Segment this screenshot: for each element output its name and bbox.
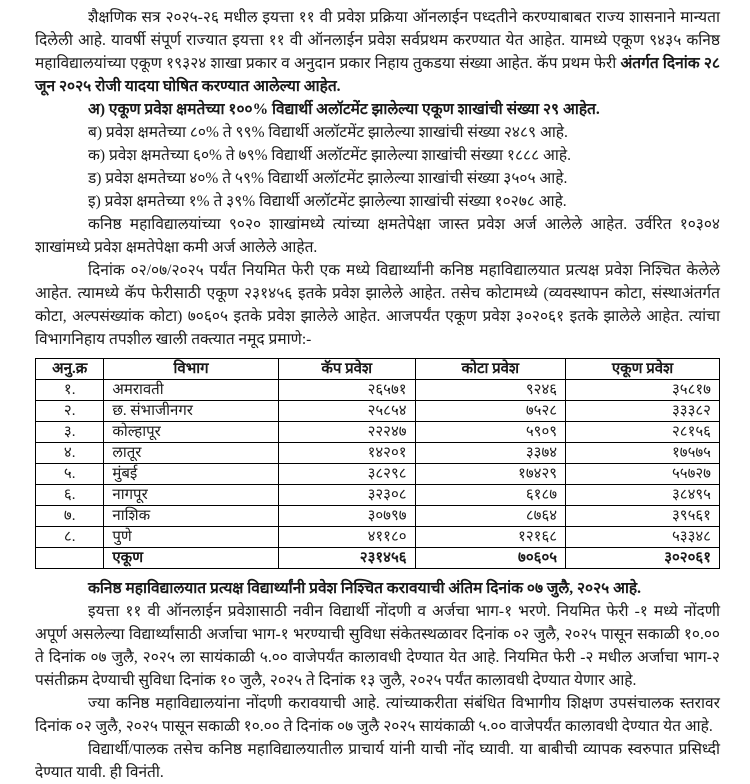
cell-total: ५३३४८ [566, 527, 720, 548]
table-row [36, 506, 720, 527]
intro-paragraph-bold-date-text: अंतर्गत दिनांक २८ जून २०२५ रोजी यादया घोषित करण्यात आलेल्या आहेत. [35, 55, 720, 95]
branch-applications-paragraph: कनिष्ठ महाविद्यालयांच्या ९०२० शाखांमध्ये त्यांच्या क्षमतेपेक्षा जास्त प्रवेश अर्ज आलेले आहेत. उर्वरित १०३०४ शाखांमध्ये प्रवेश क्षमतेपेक्षा कमी अर्ज आलेले आहेत. [35, 216, 720, 256]
cell-division: छ. संभाजीनगर [104, 401, 278, 422]
cell-total: ३५८१७ [566, 380, 720, 401]
cell-cap: ३२३०८ [278, 485, 415, 506]
table-row [36, 485, 720, 506]
cell-serial: ३. [36, 422, 104, 443]
table-row [36, 401, 720, 422]
cell-cap: ३०७९७ [278, 506, 415, 527]
cell-quota: ६१८७ [415, 485, 565, 506]
cell-total: ३८४९५ [566, 485, 720, 506]
cell-quota: ५९०९ [415, 422, 565, 443]
list-item-b-80-99-percent: ब) प्रवेश क्षमतेच्या ८०% ते ९९% विद्यार्थी अलॉटमेंट झालेल्या शाखांची संख्या २४८९ आहे. [88, 124, 568, 141]
list-item-a-100-percent: अ) एकूण प्रवेश क्षमतेच्या १००% विद्यार्थी अलॉटमेंट झालेल्या एकूण शाखांची संख्या २९ आहेत. [88, 101, 600, 118]
header-total-admissions: एकूण प्रवेश [566, 359, 720, 380]
cell-total: ३९५६१ [566, 506, 720, 527]
table-row [36, 527, 720, 548]
header-division: विभाग [104, 359, 278, 380]
cell-quota: ७५२८ [415, 401, 565, 422]
cell-division: नाशिक [104, 506, 278, 527]
list-item-d-40-59-percent: ड) प्रवेश क्षमतेच्या ४०% ते ५९% विद्यार्थी अलॉटमेंट झालेल्या शाखांची संख्या ३५०५ आहे. [88, 170, 568, 187]
intro-paragraph-normal-text: शैक्षणिक सत्र २०२५-२६ मधील इयत्ता ११ वी प्रवेश प्रक्रिया ऑनलाईन पध्दतीने करण्याबाबत राज्य शासनाने मान्यता दिलेली आहे. यावर्षी संपूर्ण राज्यात इयत्ता ११ वी ऑनलाईन प्रवेश सर्वप्रथम करण्यात येत आहेत. यामध्ये एकूण ९४३५ कनिष्ठ महाविद्यालयांच्या एकूण १९३२४ शाखा प्रकार व अनुदान प्रकार निहाय तुकडया संख्या आहेत. कॅप प्रथम फेरी [35, 9, 720, 72]
cell-quota: १२१६८ [415, 527, 565, 548]
cell-cap: २२२४७ [278, 422, 415, 443]
cell-serial: ४. [36, 443, 104, 464]
cell-serial: ८. [36, 527, 104, 548]
allotment-percentage-list [35, 98, 720, 213]
cell-serial: ६. [36, 485, 104, 506]
cell-total: ३३३८२ [566, 401, 720, 422]
cell-quota: ३३७४ [415, 443, 565, 464]
cell-division: लातूर [104, 443, 278, 464]
cell-quota-total: ७०६०५ [415, 548, 565, 569]
cell-serial: ७. [36, 506, 104, 527]
intro-paragraph [35, 6, 720, 98]
admission-summary-paragraph: दिनांक ०२/०७/२०२५ पर्यंत नियमित फेरी एक मध्ये विद्यार्थ्यांनी कनिष्ठ महाविद्यालयात प्रत्यक्ष प्रवेश निश्चित केलेले आहेत. त्यामध्ये कॅप फेरीसाठी एकूण २३१४५६ इतके प्रवेश झालेले आहेत. तसेच कोटामध्ये (व्यवस्थापन कोटा, संस्थाअंतर्गत कोटा, अल्पसंख्यांक कोटा) ७०६०५ इतके प्रवेश झालेले आहेत. आजपर्यंत एकूण प्रवेश ३०२०६१ इतके झालेले आहेत. त्यांचा विभागनिहाय तपशील खाली तक्त्यात नमूद प्रमाणे:- [35, 262, 720, 348]
cell-cap: २५८५४ [278, 401, 415, 422]
admission-deadline-line: कनिष्ठ महाविद्यालयात प्रत्यक्ष विद्यार्थ्यांनी प्रवेश निश्चित करावयाची अंतिम दिनांक ०७ जुलै, २०२५ आहे. [88, 580, 642, 597]
cell-total: ५५७२७ [566, 464, 720, 485]
table-row [36, 422, 720, 443]
cell-cap: २६५७१ [278, 380, 415, 401]
table-total-row [36, 548, 720, 569]
registration-part1-paragraph: इयत्ता ११ वी ऑनलाईन प्रवेशासाठी नवीन विद्यार्थी नोंदणी व अर्जचा भाग-१ भरणे. नियमित फेरी -१ मध्ये नोंदणी अपूर्ण असलेल्या विद्यार्थ्यांसाठी अर्जाचा भाग-१ भरण्याची सुविधा संकेतस्थळावर दिनांक ०२ जुलै, २०२५ पासून सकाळी १०.०० ते दिनांक ०७ जुलै, २०२५ ला सायंकाळी ५.०० वाजेपर्यंत कालावधी देण्यात येत आहे. नियमित फेरी -२ मधील अर्जाचा भाग-२ पसंतीक्रम देण्याची सुविधा दिनांक १० जुलै, २०२५ ते दिनांक १३ जुलै, २०२५ पर्यंत कालावधी देण्यात येणार आहे. [35, 603, 720, 689]
cell-cap: ३८२९८ [278, 464, 415, 485]
cell-serial: २. [36, 401, 104, 422]
cell-division: कोल्हापूर [104, 422, 278, 443]
cell-division: अमरावती [104, 380, 278, 401]
cell-quota: ८७६४ [415, 506, 565, 527]
division-admission-table [35, 358, 720, 569]
list-item-i-1-39-percent: इ) प्रवेश क्षमतेच्या १% ते ३९% विद्यार्थी अलॉटमेंट झालेल्या शाखांची संख्या १०२७८ आहे. [88, 193, 567, 210]
table-row [36, 464, 720, 485]
table-row [36, 380, 720, 401]
closing-note-paragraph: विद्यार्थी/पालक तसेच कनिष्ठ महाविद्यालयातील प्राचार्य यांनी याची नोंद घ्यावी. या बाबीची व्यापक स्वरुपात प्रसिध्दी देण्यात यावी. ही विनंती. [35, 741, 720, 781]
college-registration-paragraph: ज्या कनिष्ठ महाविद्यालयांना नोंदणी करावयाची आहे. त्यांच्याकरीता संबंधित विभागीय शिक्षण उपसंचालक स्तरावर दिनांक ०२ जुलै, २०२५ पासून सकाळी १०.०० ते दिनांक ०७ जुलै २०२५ सायंकाळी ५.०० वाजेपर्यंत कालावधी देण्यात येत आहे. [35, 695, 720, 735]
cell-serial: १. [36, 380, 104, 401]
cell-cap: १४२०१ [278, 443, 415, 464]
header-quota-admissions: कोटा प्रवेश [415, 359, 565, 380]
cell-serial: ५. [36, 464, 104, 485]
cell-division: नागपूर [104, 485, 278, 506]
table-row [36, 443, 720, 464]
cell-total-label: एकूण [104, 548, 278, 569]
cell-total: १७५७५ [566, 443, 720, 464]
header-cap-admissions: कॅप प्रवेश [278, 359, 415, 380]
cell-total: २८१५६ [566, 422, 720, 443]
cell-division: मुंबई [104, 464, 278, 485]
cell-quota: ९२४६ [415, 380, 565, 401]
cell-grand-total: ३०२०६१ [566, 548, 720, 569]
cell-cap: ४११८० [278, 527, 415, 548]
table-header-row [36, 359, 720, 380]
cell-division: पुणे [104, 527, 278, 548]
header-serial-number: अनु.क्र [36, 359, 104, 380]
cell-quota: १७४२९ [415, 464, 565, 485]
cell-cap-total: २३१४५६ [278, 548, 415, 569]
cell-serial-empty [36, 548, 104, 569]
list-item-k-60-79-percent: क) प्रवेश क्षमतेच्या ६०% ते ७९% विद्यार्थी अलॉटमेंट झालेल्या शाखांची संख्या १८८८ आहे. [88, 147, 571, 164]
